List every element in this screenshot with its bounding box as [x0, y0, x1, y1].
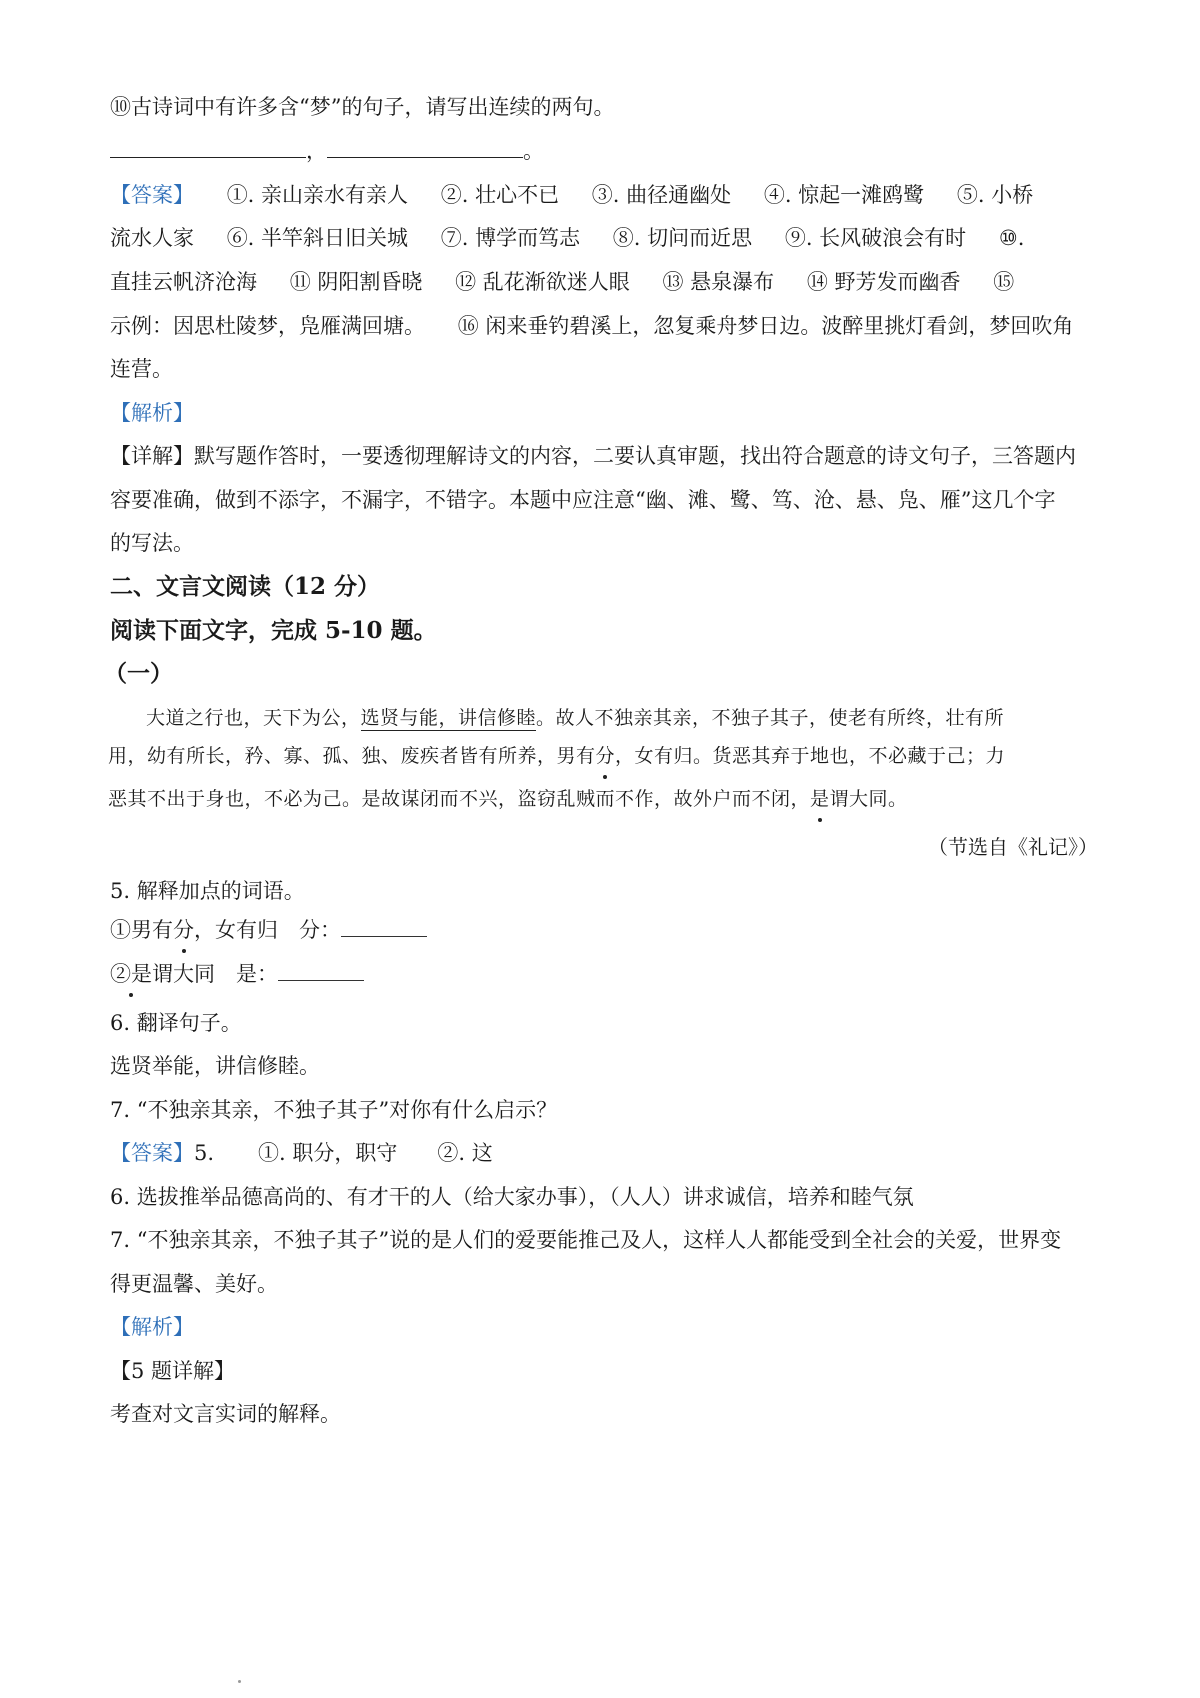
question-text: 谓大同 是：	[152, 962, 278, 986]
answer-item: ⑦. 博学而笃志	[440, 226, 581, 250]
answer-item: 直挂云帆济沧海	[110, 270, 257, 294]
answer-tag: 【答案】	[110, 183, 194, 207]
question-6: 6. 翻译句子。	[110, 1011, 242, 1035]
detail-line-1: 【详解】默写题作答时，一要透彻理解诗文的内容，二要认真审题，找出符合题意的诗文句子，三答题内	[110, 444, 1076, 468]
answer-6: 6. 选拔推举品德高尚的、有才干的人（给大家办事），（人人）讲求诚信，培养和睦气氛	[110, 1185, 914, 1209]
question-text: ①男有	[110, 918, 173, 942]
question-7: 7. “不独亲其亲，不独子其子”对你有什么启示？	[110, 1098, 558, 1122]
answer-item: ⑧. 切问而近思	[612, 226, 753, 250]
passage-line-2	[108, 741, 1098, 771]
answer-item: ⑤. 小桥	[956, 183, 1034, 207]
question-text: ，女有归 分：	[194, 918, 341, 942]
answer-7-line-1: 7. “不独亲其亲，不独子其子”说的是人们的爱要能推己及人，这样人人都能受到全社会的关爱，世界变	[110, 1228, 1062, 1252]
answer-item: ⑭ 野芳发而幽香	[806, 270, 961, 294]
section-heading: 二、文言文阅读（12 分）	[110, 573, 381, 600]
analysis-tag-2: 【解析】	[110, 1315, 194, 1339]
detail-line-2: 容要准确，做到不添字，不漏字，不错字。本题中应注意“幽、滩、鹭、笃、沧、悬、凫、雁”这几个字	[110, 488, 1056, 512]
answer-line-3	[110, 267, 1100, 297]
blank-2	[327, 139, 523, 158]
answer-line-1	[110, 180, 1100, 210]
answer-line-2	[110, 223, 1100, 253]
part-heading: （一）	[104, 660, 173, 687]
answer-item: ③. 曲径通幽处	[591, 183, 732, 207]
answer-7-line-2: 得更温馨、美好。	[110, 1272, 278, 1296]
answer-item: 流水人家	[110, 226, 194, 250]
underlined-phrase: 选贤与能，讲信修睦	[360, 707, 537, 729]
answer-item: ⑨. 长风破浪会有时	[784, 226, 967, 250]
answer-item: 示例：因思杜陵梦，凫雁满回塘。	[110, 314, 425, 338]
answer-item: ②. 这	[437, 1141, 493, 1165]
answer-line-4	[110, 311, 1100, 341]
answer-item: ②. 壮心不已	[440, 183, 560, 207]
blank-end: 。	[523, 139, 544, 163]
question-6-text: 选贤举能，讲信修睦。	[110, 1054, 320, 1078]
answer-5	[110, 1138, 1100, 1168]
dotted-character: 分	[173, 915, 194, 945]
passage-line-1	[146, 703, 1096, 733]
answer-item: ⑫ 乱花渐欲迷人眼	[455, 270, 630, 294]
blank-1	[110, 139, 306, 158]
answer-line-5: 连营。	[110, 357, 173, 381]
analysis-tag: 【解析】	[110, 401, 194, 425]
answer-item: ④. 惊起一滩鸥鹭	[763, 183, 925, 207]
answer-blanks	[110, 136, 1100, 166]
dotted-character: ②是	[110, 959, 152, 989]
reading-instruction: 阅读下面文字，完成 5-10 题。	[110, 617, 437, 644]
answer-item: ⑬ 悬泉瀑布	[662, 270, 775, 294]
passage-text: ，女有归。货恶其弃于地也，不必藏于己；力	[615, 745, 1006, 767]
dotted-character: 是	[810, 784, 830, 814]
question-5: 5. 解释加点的词语。	[110, 879, 305, 903]
answer-item: ①. 职分，职守	[258, 1141, 398, 1165]
answer-blank	[278, 962, 364, 981]
passage-text: 谓大同。	[829, 788, 908, 810]
question-5-item-1	[110, 915, 1100, 945]
answer-item: ⑪ 阴阳割昏晓	[289, 270, 423, 294]
answer-item: ⑥. 半竿斜日旧关城	[226, 226, 409, 250]
passage-text: 。故人不独亲其亲，不独子其子，使老有所终，壮有所	[536, 707, 1005, 729]
question-5-item-2	[110, 959, 1100, 989]
page-mark	[238, 1680, 241, 1683]
answer-blank	[341, 918, 427, 937]
dotted-character: 分	[596, 741, 616, 771]
answer-item: ①. 亲山亲水有亲人	[226, 183, 409, 207]
answer-tag: 【答案】	[110, 1141, 194, 1165]
detail-5-heading: 【5 题详解】	[110, 1359, 236, 1383]
passage-text: 用，幼有所长，矜、寡、孤、独、废疾者皆有所养，男有	[108, 745, 596, 767]
answer-item: ⑩.	[998, 226, 1025, 250]
detail-5-text: 考查对文言实词的解释。	[110, 1402, 341, 1426]
passage-text: 恶其不出于身也，不必为己。是故谋闭而不兴，盗窃乱贼而不作，故外户而不闭，	[108, 788, 811, 810]
question-10: ⑩古诗词中有许多含“梦”的句子，请写出连续的两句。	[110, 95, 615, 119]
answer-item: ⑯ 闲来垂钓碧溪上，忽复乘舟梦日边。波醉里挑灯看剑，梦回吹角	[457, 314, 1074, 338]
passage-source: （节选自《礼记》）	[928, 835, 1098, 859]
answer-number: 5.	[194, 1141, 215, 1165]
detail-line-3: 的写法。	[110, 531, 194, 555]
passage-text: 大道之行也，天下为公，	[146, 707, 361, 729]
passage-line-3	[108, 784, 1098, 814]
answer-item: ⑮	[993, 270, 1015, 294]
blank-separator: ，	[306, 139, 327, 163]
